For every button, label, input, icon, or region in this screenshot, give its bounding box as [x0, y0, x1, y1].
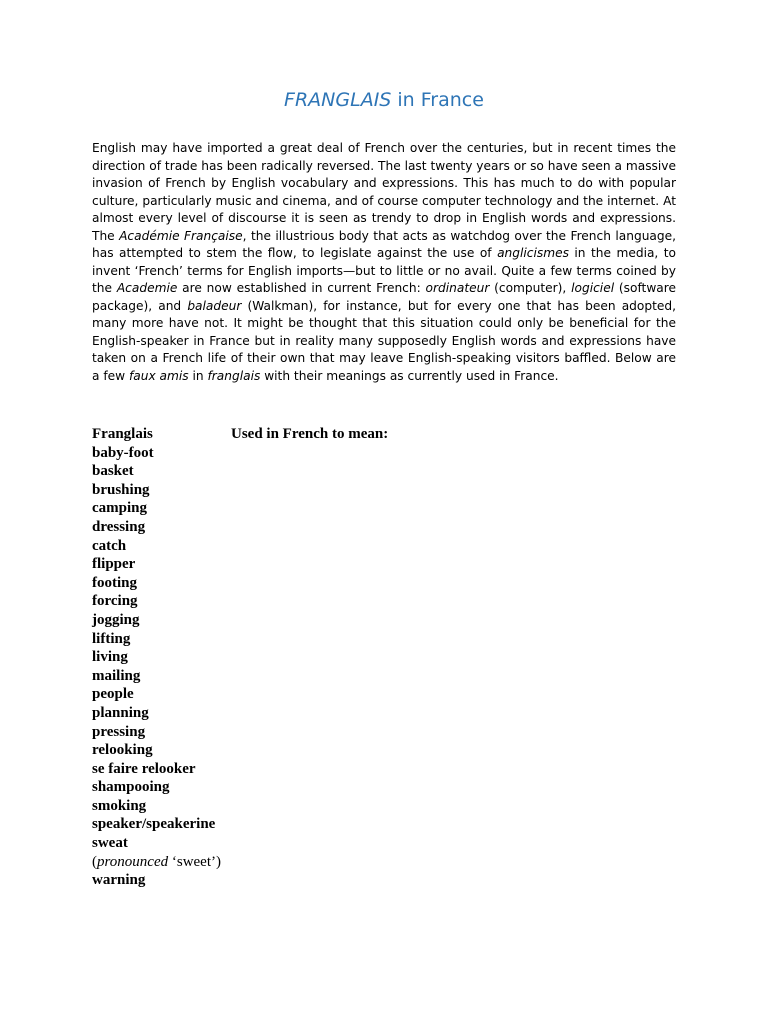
- franglais-term: basket: [92, 463, 134, 480]
- header-franglais: Franglais: [92, 426, 153, 442]
- franglais-term: pressing: [92, 723, 146, 740]
- franglais-term: lifting: [92, 630, 131, 647]
- pronunciation-note: [92, 853, 492, 872]
- italic-term: franglais: [207, 368, 261, 383]
- italic-term: baladeur: [187, 298, 242, 313]
- paragraph-text: (Walkman), for instance, but for every one that has been adopted, many more have not. It might be thought that this situation could only be beneficial for the English-speaker in France but in reality many supposedly English words and expressions have taken on a French life of their own that may leave English-speaking visitors baffled. Below are a few: [92, 298, 676, 383]
- intro-paragraph: [92, 140, 676, 385]
- franglais-term: baby-foot: [92, 444, 154, 461]
- note-rest: ‘sweet’): [168, 853, 221, 870]
- franglais-term: forcing: [92, 593, 138, 610]
- franglais-term: camping: [92, 500, 148, 517]
- italic-term: anglicismes: [497, 246, 569, 260]
- title-italic: FRANGLAIS: [284, 89, 392, 111]
- franglais-term: flipper: [92, 556, 136, 573]
- franglais-term: living: [92, 649, 128, 666]
- franglais-term: people: [92, 686, 134, 703]
- franglais-term: brushing: [92, 481, 150, 498]
- table-header: [92, 425, 492, 444]
- document-title: [0, 86, 768, 114]
- italic-term: logiciel: [571, 281, 615, 295]
- italic-term: ordinateur: [425, 281, 490, 295]
- header-meaning: Used in French to mean:: [231, 426, 389, 442]
- term-list: [92, 444, 492, 853]
- note-open: (: [92, 853, 97, 870]
- paragraph-text: with their meanings as currently used in France.: [260, 368, 559, 383]
- paragraph-text: in: [188, 368, 208, 383]
- franglais-term: sweat: [92, 835, 128, 852]
- paragraph-text: , the illustrious body that acts as watchdog over the French language, has attempted to stem the flow, to legislate against the use of: [92, 228, 676, 260]
- paragraph-text: (computer),: [489, 281, 572, 295]
- franglais-term: mailing: [92, 667, 141, 684]
- paragraph-text: (software package), and: [92, 281, 676, 313]
- paragraph-text: English may have imported a great deal of French over the centuries, but in recent times the direction of trade has been radically reversed. The last twenty years or so have seen a massive invasion of French by English vocabulary and expressions. This has much to do with popular culture, particularly music and cinema, and of course computer technology and the internet. At almost every level of discourse it is seen as trendy to drop in English words and expressions. The: [92, 141, 676, 243]
- italic-term: Academie: [116, 281, 178, 295]
- title-rest: in France: [391, 89, 484, 111]
- paragraph-text: are now established in current French:: [177, 281, 426, 295]
- paragraph-text: in the media, to invent ‘French’ terms for English imports—but to little or no avail. Quite a few terms coined by the: [92, 246, 677, 295]
- franglais-term: relooking: [92, 742, 153, 759]
- franglais-term: footing: [92, 574, 137, 591]
- note-italic: pronounced: [97, 853, 169, 870]
- franglais-term: se faire relooker: [92, 760, 196, 777]
- franglais-term: smoking: [92, 797, 147, 814]
- franglais-term: jogging: [92, 611, 140, 628]
- franglais-term: dressing: [92, 518, 146, 535]
- franglais-term: speaker/speakerine: [92, 816, 216, 833]
- franglais-term: planning: [92, 704, 149, 721]
- franglais-term: shampooing: [92, 779, 170, 796]
- italic-term: faux amis: [128, 368, 189, 383]
- italic-term: Académie Française: [119, 228, 243, 243]
- term-warning: warning: [92, 872, 146, 889]
- franglais-term: catch: [92, 537, 127, 554]
- franglais-table: [92, 425, 492, 890]
